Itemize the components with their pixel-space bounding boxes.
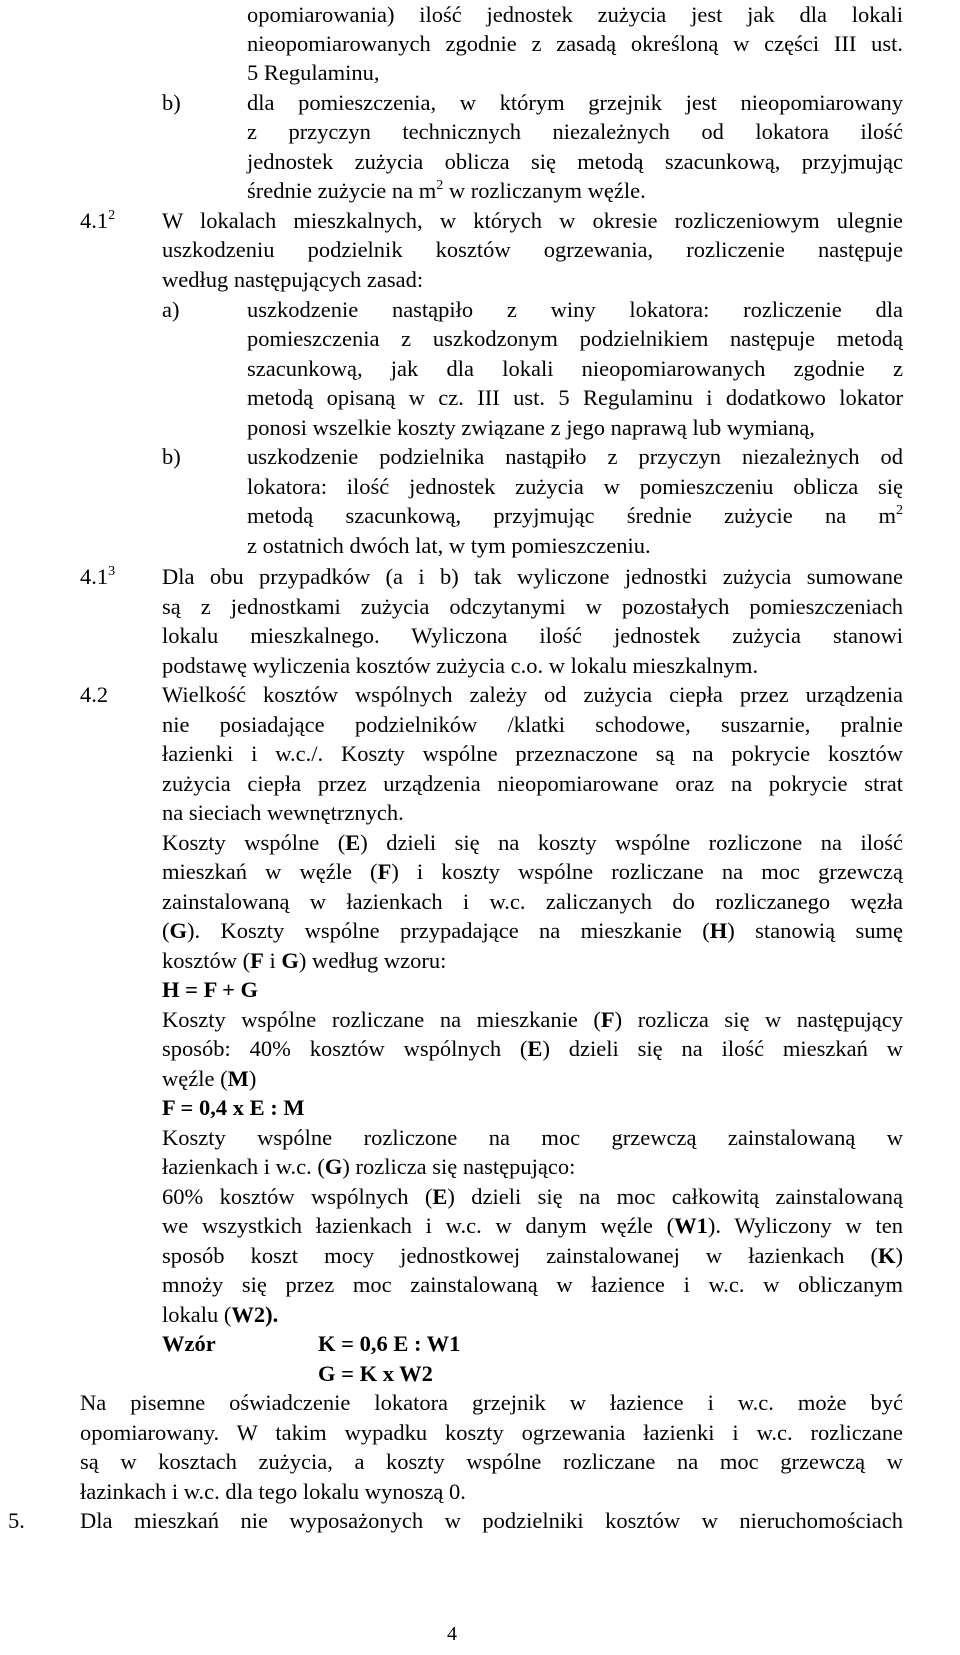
text-line: dla pomieszczenia, w którym grzejnik jest nieopomiarowany (247, 90, 903, 115)
list-marker: 5. (8, 1508, 25, 1533)
text-line: na sieciach wewnętrznych. (162, 800, 404, 825)
text-line: Dla obu przypadków (a i b) tak wyliczone jednostki zużycia sumowane (162, 564, 903, 589)
text-line: sposób: 40% kosztów wspólnych (E) dzieli się na ilość mieszkań w (162, 1036, 903, 1061)
text-line: łazienki i w.c./. Koszty wspólne przeznaczone są na pokrycie kosztów (162, 741, 903, 766)
text-line: średnie zużycie na $m^2$ w rozliczanym węźle. (247, 178, 646, 203)
text-line: węźle (M) (162, 1066, 257, 1091)
text-line: lokalu mieszkalnego. Wyliczona ilość jednostek zużycia stanowi (162, 623, 903, 648)
list-marker: b) (162, 90, 181, 115)
list-marker: $4.1^3$ (80, 564, 116, 589)
text-line: z ostatnich dwóch lat, w tym pomieszczeniu. (247, 533, 651, 558)
text-line: opomiarowania) ilość jednostek zużycia jest jak dla lokali (247, 2, 903, 27)
text-line: Koszty wspólne rozliczane na mieszkanie (F) rozlicza się w następujący (162, 1007, 903, 1032)
text-line: Wielkość kosztów wspólnych zależy od zużycia ciepła przez urządzenia (162, 682, 903, 707)
text-line: G = K x W2 (318, 1361, 433, 1386)
text-line: F = 0,4 x E : M (162, 1095, 305, 1120)
text-line: metodą opisaną w cz. III ust. 5 Regulaminu i dodatkowo lokator (247, 385, 903, 410)
text-line: lokalu (W2). (162, 1302, 279, 1327)
text-line: Dla mieszkań nie wyposażonych w podzielniki kosztów w nieruchomościach (80, 1508, 903, 1533)
text-line: Wzór (162, 1331, 216, 1356)
text-line: Na pisemne oświadczenie lokatora grzejnik w łazience i w.c. może być (80, 1390, 903, 1415)
text-line: Koszty wspólne rozliczone na moc grzewczą zainstalowaną w (162, 1125, 903, 1150)
text-line: uszkodzenie nastąpiło z winy lokatora: rozliczenie dla (247, 297, 903, 322)
text-line: z przyczyn technicznych niezależnych od lokatora ilość (247, 119, 903, 144)
text-line: we wszystkich łazienkach i w.c. w danym węźle (W1). Wyliczony w ten (162, 1213, 903, 1238)
text-line: sposób koszt mocy jednostkowej zainstalowanej w łazienkach (K) (162, 1243, 903, 1268)
text-line: uszkodzenie podzielnika nastąpiło z przyczyn niezależnych od (247, 444, 903, 469)
page-number: 4 (447, 1623, 457, 1645)
text-line: pomieszczenia z uszkodzonym podzielnikiem następuje metodą (247, 326, 903, 351)
text-line: zużycia ciepła przez urządzenia nieopomiarowane oraz na pokrycie strat (162, 771, 903, 796)
text-line: kosztów (F i G) według wzoru: (162, 948, 447, 973)
text-line: podstawę wyliczenia kosztów zużycia c.o. w lokalu mieszkalnym. (162, 653, 759, 678)
list-marker: a) (162, 297, 180, 322)
text-line: mnoży się przez moc zainstalowaną w łazience i w.c. w obliczanym (162, 1272, 903, 1297)
text-line: są w kosztach zużycia, a koszty wspólne rozliczane na moc grzewczą w (80, 1449, 903, 1474)
text-line: łazienkach i w.c. (G) rozlicza się następująco: (162, 1154, 576, 1179)
text-line: metodą szacunkową, przyjmując średnie zużycie na $m^2$ (247, 503, 903, 528)
text-line: szacunkową, jak dla lokali nieopomiarowanych zgodnie z (247, 356, 903, 381)
text-line: K = 0,6 E : W1 (318, 1331, 461, 1356)
text-line: 60% kosztów wspólnych (E) dzieli się na moc całkowitą zainstalowaną (162, 1184, 903, 1209)
list-marker: 4.2 (80, 682, 109, 707)
text-line: nie posiadające podzielników /klatki schodowe, suszarnie, pralnie (162, 712, 903, 737)
text-line: ponosi wszelkie koszty związane z jego naprawą lub wymianą, (247, 415, 815, 440)
text-line: Koszty wspólne (E) dzieli się na koszty wspólne rozliczone na ilość (162, 830, 903, 855)
text-line: uszkodzeniu podzielnik kosztów ogrzewania, rozliczenie następuje (162, 237, 903, 262)
text-line: W lokalach mieszkalnych, w których w okresie rozliczeniowym ulegnie (162, 208, 903, 233)
text-line: jednostek zużycia oblicza się metodą szacunkową, przyjmując (247, 149, 903, 174)
list-marker: b) (162, 444, 181, 469)
text-line: 5 Regulaminu, (247, 60, 380, 85)
text-line: według następujących zasad: (162, 267, 424, 292)
text-line: zainstalowaną w łazienkach i w.c. zaliczanych do rozliczanego węzła (162, 889, 903, 914)
text-line: łazinkach i w.c. dla tego lokalu wynoszą 0. (80, 1479, 466, 1504)
text-line: są z jednostkami zużycia odczytanymi w pozostałych pomieszczeniach (162, 594, 903, 619)
text-line: mieszkań w węźle (F) i koszty wspólne rozliczane na moc grzewczą (162, 859, 904, 884)
list-marker: $4.1^2$ (80, 208, 116, 233)
text-line: nieopomiarowanych zgodnie z zasadą określoną w części III ust. (247, 31, 903, 56)
text-line: H = F + G (162, 977, 259, 1002)
text-line: (G). Koszty wspólne przypadające na mieszkanie (H) stanowią sumę (162, 918, 904, 943)
text-line: opomiarowany. W takim wypadku koszty ogrzewania łazienki i w.c. rozliczane (80, 1420, 903, 1445)
text-line: lokatora: ilość jednostek zużycia w pomieszczeniu oblicza się (247, 474, 903, 499)
